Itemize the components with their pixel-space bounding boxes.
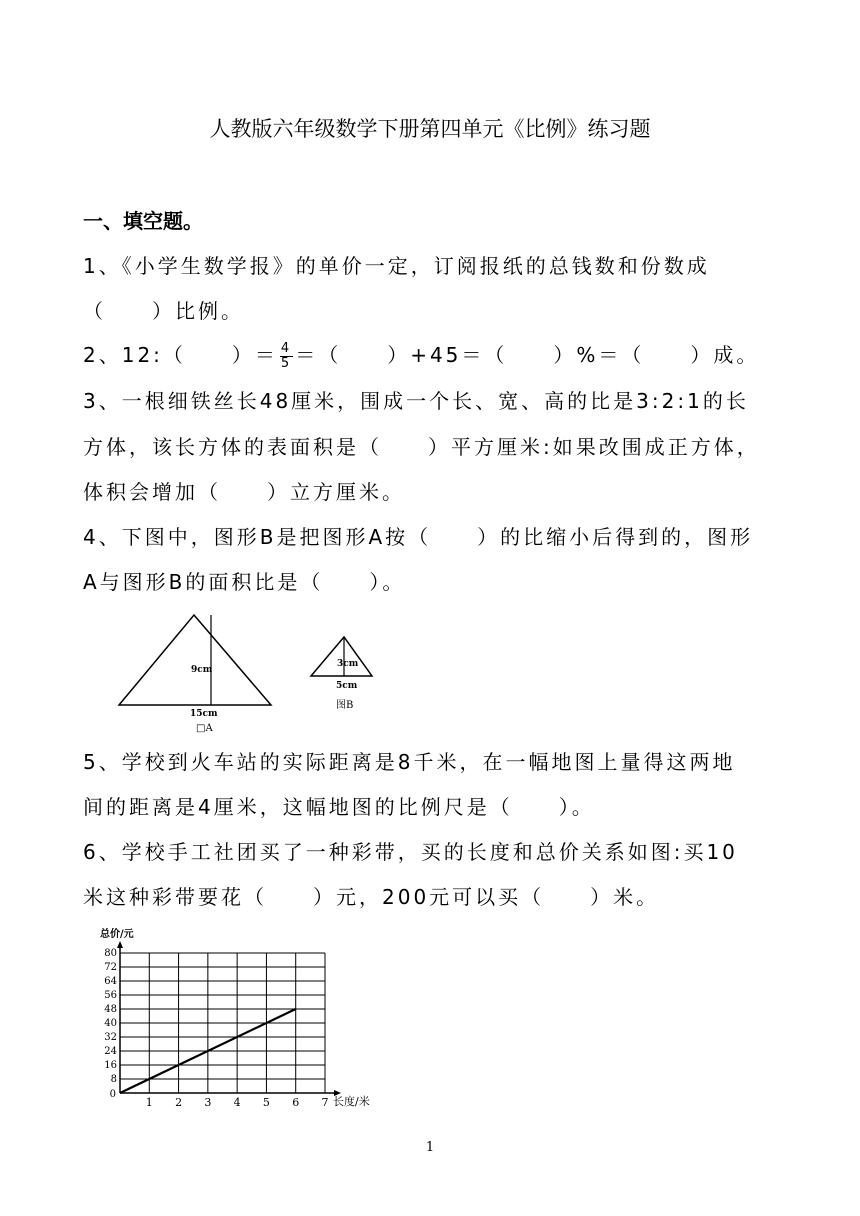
chart-y-axis-arrow	[117, 941, 123, 948]
chart-y-axis-label: 总价/元	[100, 929, 134, 940]
figure-a	[110, 605, 280, 735]
triangle-a	[119, 615, 271, 705]
chart-x-tick-label: 4	[233, 1096, 241, 1109]
page-title: 人教版六年级数学下册第四单元《比例》练习题	[209, 117, 651, 141]
q2-fraction-numerator: 4	[280, 341, 293, 356]
chart-y-tick-label: 8	[110, 1074, 117, 1085]
triangle-a-height-label: 9cm	[191, 665, 213, 675]
chart-grid	[117, 941, 341, 1096]
figure-b	[300, 630, 390, 715]
q1-line2: （ ）比例。	[83, 299, 244, 323]
q4-line1: 4、下图中，图形B是把图形A按（ ）的比缩小后得到的，图形	[83, 525, 754, 549]
chart-x-tick-label: 2	[175, 1096, 183, 1109]
chart-origin-label: 0	[109, 1089, 116, 1100]
q2-fraction	[280, 342, 293, 371]
q2-part2: ＝（ ）+45＝（ ）%＝（ ）成。	[295, 343, 760, 367]
q6-line1: 6、学校手工社团买了一种彩带，买的长度和总价关系如图:买10	[83, 840, 738, 864]
q5-line2: 间的距离是4厘米，这幅地图的比例尺是（ ）。	[83, 795, 595, 819]
chart-y-tick-label: 32	[104, 1032, 117, 1043]
triangle-b-base-label: 5cm	[336, 681, 358, 691]
chart-x-tick-label: 7	[321, 1096, 329, 1109]
chart-y-tick-label: 48	[104, 1004, 117, 1015]
chart-y-tick-label: 24	[104, 1046, 117, 1057]
q2-fraction-denominator: 5	[280, 356, 293, 371]
q2-part1: 2、12:（ ）＝	[83, 343, 278, 367]
chart-y-tick-label: 16	[104, 1060, 117, 1071]
chart-x-tick-label: 3	[204, 1096, 212, 1109]
q4-line2: A与图形B的面积比是（ ）。	[83, 570, 406, 594]
q5-line1: 5、学校到火车站的实际距离是8千米，在一幅地图上量得这两地	[83, 750, 736, 774]
chart-x-tick-label: 6	[292, 1096, 300, 1109]
triangle-a-base-label: 15cm	[190, 709, 218, 719]
price-length-chart	[90, 920, 390, 1120]
chart-y-tick-label: 40	[104, 1018, 117, 1029]
figure-a-caption: □A	[196, 723, 213, 734]
triangle-b	[311, 637, 372, 676]
q2-line	[83, 339, 759, 371]
chart-x-tick-label: 5	[262, 1096, 270, 1109]
q6-line2: 米这种彩带要花（ ）元，200元可以买（ ）米。	[83, 885, 660, 909]
chart-y-tick-label: 56	[104, 990, 117, 1001]
triangle-b-height-label: 3cm	[337, 659, 359, 669]
chart-x-axis-label: 长度/米	[333, 1095, 370, 1108]
section-heading: 一、填空题。	[83, 209, 203, 233]
figure-b-caption: 图B	[336, 700, 354, 711]
q3-line2: 方体，该长方体的表面积是（ ）平方厘米:如果改围成正方体，	[83, 435, 760, 459]
chart-y-tick-label: 80	[104, 948, 117, 959]
q1-line1: 1、《小学生数学报》的单价一定，订阅报纸的总钱数和份数成	[83, 254, 710, 278]
chart-x-tick-label: 1	[145, 1096, 153, 1109]
chart-y-tick-label: 64	[104, 976, 117, 987]
page-number: 1	[425, 1140, 435, 1155]
q3-line1: 3、一根细铁丝长48厘米，围成一个长、宽、高的比是3:2:1的长	[83, 389, 749, 413]
chart-y-tick-label: 72	[104, 962, 117, 973]
q3-line3: 体积会增加（ ）立方厘米。	[83, 480, 405, 504]
